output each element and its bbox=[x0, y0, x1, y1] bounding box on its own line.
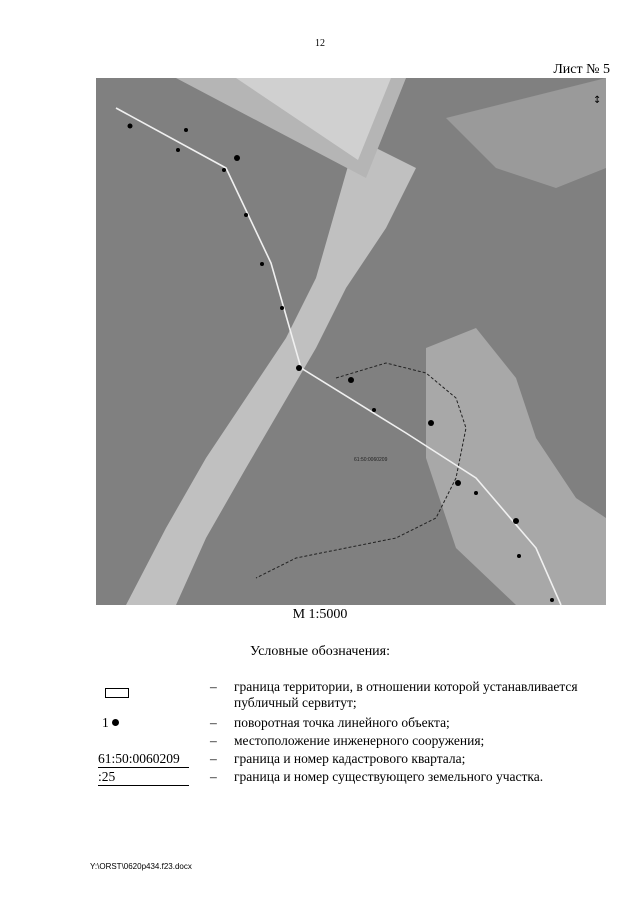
block-number-symbol: 61:50:0060209 bbox=[98, 751, 189, 768]
point-dot-icon bbox=[112, 719, 119, 726]
legend-text: граница и номер существующего земельного участка. bbox=[234, 769, 544, 784]
sheet-label: Лист № 5 bbox=[553, 62, 610, 77]
legend-title: Условные обозначения: bbox=[249, 644, 391, 659]
marker bbox=[280, 306, 284, 310]
map-graphic bbox=[96, 78, 606, 605]
legend-dash: – bbox=[210, 733, 217, 748]
legend-text: поворотная точка линейного объекта; bbox=[234, 715, 450, 730]
marker bbox=[513, 518, 519, 524]
marker bbox=[260, 262, 264, 266]
point-symbol-label: 1 bbox=[102, 715, 109, 730]
marker bbox=[455, 480, 461, 486]
marker bbox=[372, 408, 376, 412]
legend-text: граница и номер кадастрового квартала; bbox=[234, 751, 466, 766]
marker bbox=[128, 124, 133, 129]
marker bbox=[222, 168, 226, 172]
marker bbox=[517, 554, 521, 558]
map-image bbox=[96, 78, 606, 605]
marker bbox=[244, 213, 248, 217]
marker bbox=[428, 420, 434, 426]
legend-item-boundary bbox=[0, 679, 640, 713]
marker bbox=[184, 128, 188, 132]
boundary-symbol bbox=[105, 688, 129, 698]
parcel-number-symbol: :25 bbox=[98, 769, 189, 786]
marker bbox=[348, 377, 354, 383]
legend-dash: – bbox=[210, 769, 217, 784]
field-right bbox=[426, 328, 606, 605]
legend-dash: – bbox=[210, 715, 217, 730]
marker bbox=[234, 155, 240, 161]
marker bbox=[176, 148, 180, 152]
compass-icon: ↕ bbox=[593, 95, 602, 106]
legend-text: граница территории, в отношении которой устанавливается публичный сервитут; bbox=[234, 679, 578, 710]
legend-dash: – bbox=[210, 751, 217, 766]
marker bbox=[296, 365, 302, 371]
footer-file-path: Y:\ORST\0620p434.f23.docx bbox=[90, 862, 192, 871]
legend-text: местоположение инженерного сооружения; bbox=[234, 733, 485, 748]
page-number: 12 bbox=[315, 38, 325, 49]
map-scale: М 1:5000 bbox=[292, 607, 348, 622]
marker bbox=[550, 598, 554, 602]
map-block-label: 61:50:0060209 bbox=[354, 457, 388, 463]
marker bbox=[474, 491, 478, 495]
legend-dash: – bbox=[210, 679, 217, 694]
